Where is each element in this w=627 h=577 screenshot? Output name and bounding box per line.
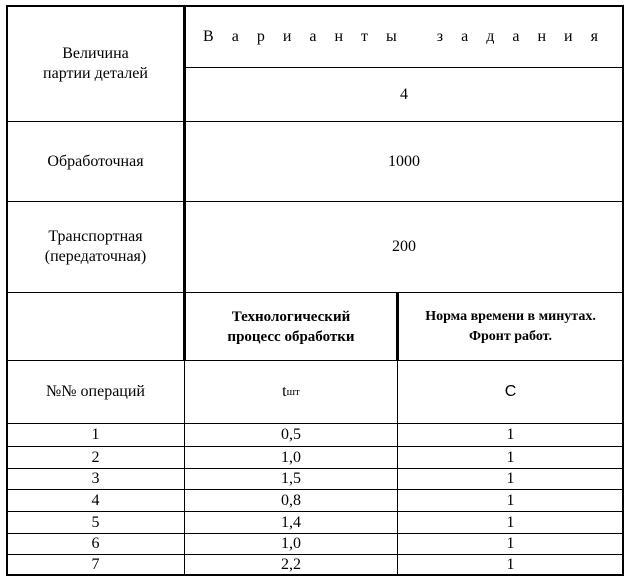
operation-time: 0,5	[281, 426, 301, 443]
operations-column-header: №№ операций	[46, 383, 145, 400]
operation-number: 4	[91, 491, 100, 509]
time-norm-header: Норма времени в минутах. Фронт работ.	[425, 308, 596, 344]
variants-title: В а р и а н т ы з а д а н и я	[203, 28, 605, 45]
variant-number: 4	[400, 85, 408, 103]
operation-time: 1,5	[281, 470, 301, 487]
front-column-header: С	[504, 383, 517, 400]
operation-number: 3	[91, 470, 100, 487]
transport-batch-label: Транспортная (передаточная)	[44, 228, 147, 265]
operation-front: 1	[506, 426, 515, 443]
operation-number: 2	[91, 448, 100, 466]
processing-batch-label: Обработочная	[47, 152, 144, 170]
operation-number: 7	[91, 555, 100, 573]
operation-front: 1	[506, 448, 515, 466]
operation-number: 5	[91, 513, 100, 531]
table-border-right	[622, 5, 624, 576]
operation-number: 6	[91, 535, 100, 552]
t-piece-symbol: t	[282, 383, 287, 400]
operation-time: 1,0	[281, 448, 301, 466]
tech-process-header: Технологический процесс обработки	[227, 308, 355, 345]
operation-time: 1,0	[281, 535, 301, 552]
operation-front: 1	[506, 513, 515, 531]
transport-batch-value: 200	[392, 238, 416, 255]
operation-front: 1	[506, 535, 515, 552]
processing-batch-value: 1000	[388, 152, 420, 170]
operation-front: 1	[506, 555, 515, 573]
operation-time: 2,2	[281, 555, 301, 573]
t-piece-subscript: шт	[286, 386, 300, 398]
batch-size-label: Величина партии деталей	[43, 45, 148, 82]
operation-time: 1,4	[281, 513, 301, 531]
operation-number: 1	[91, 426, 100, 443]
t-piece-column-header	[186, 361, 396, 423]
operation-front: 1	[506, 470, 515, 487]
operation-time: 0,8	[281, 491, 301, 509]
operation-front: 1	[506, 491, 515, 509]
